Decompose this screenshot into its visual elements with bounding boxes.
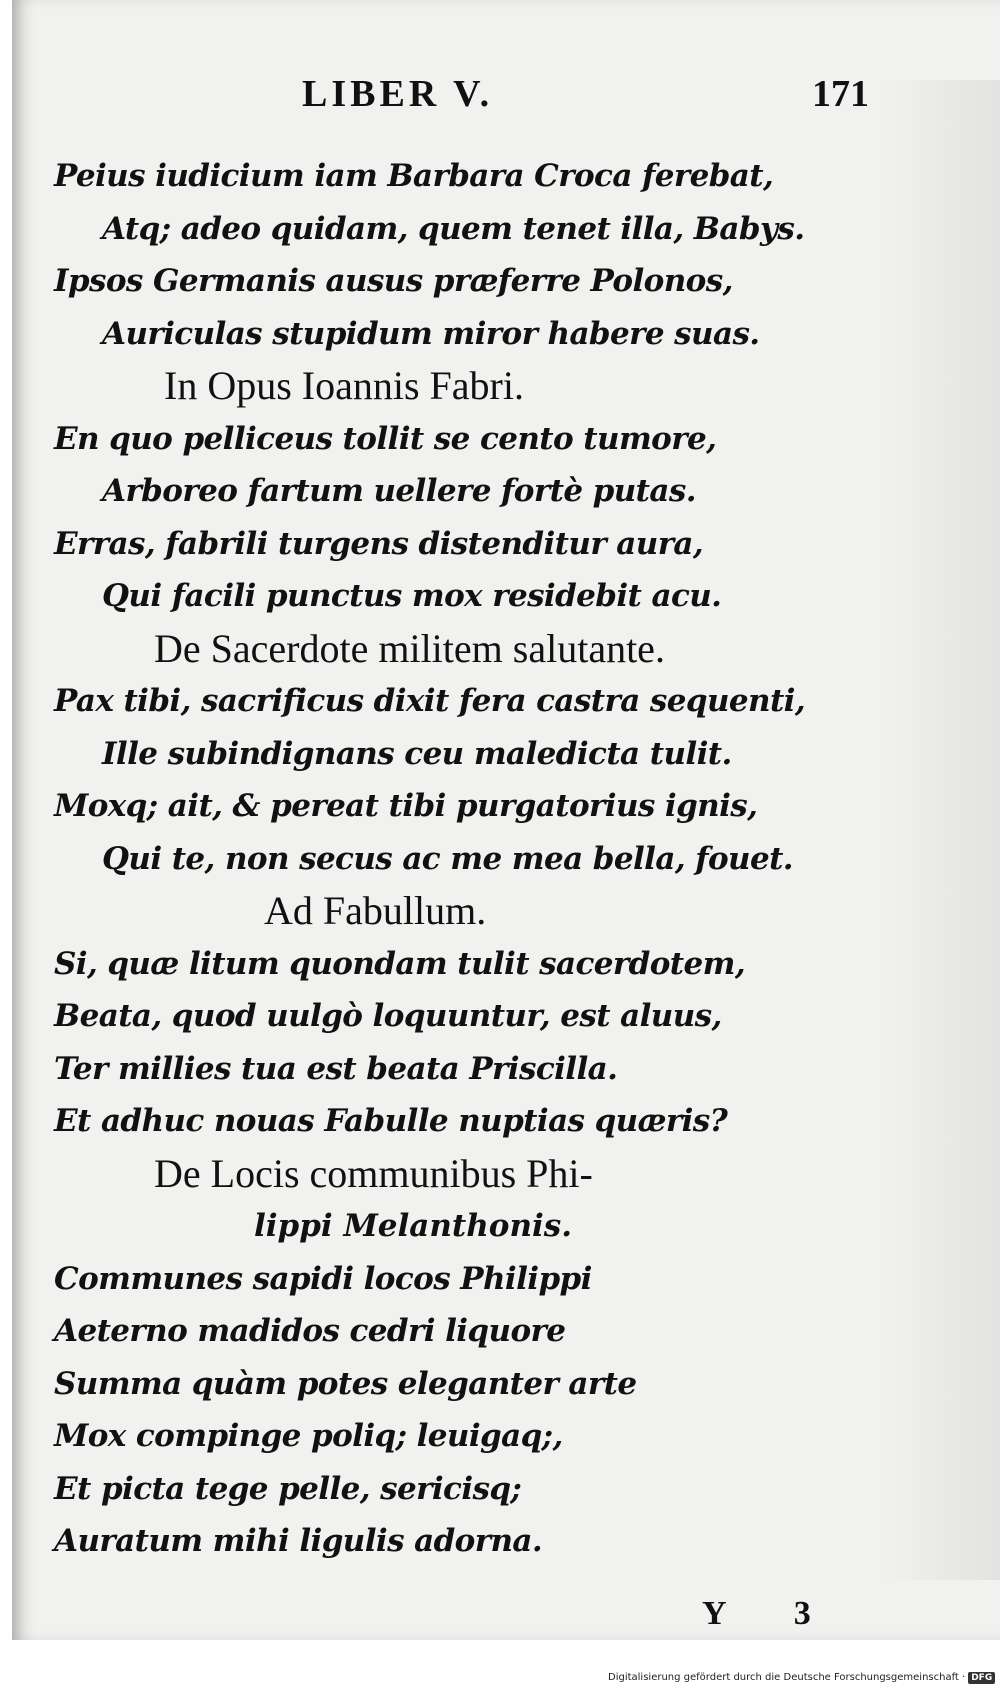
verse-line: Communes sapidi locos Philippi: [54, 1260, 592, 1297]
verse-line: Moxq; ait, & pereat tibi purgatorius ignis,: [54, 788, 758, 824]
verse-line: Peius iudicium iam Barbara Croca ferebat,: [54, 158, 774, 194]
verse-line: Summa quàm potes eleganter arte: [54, 1365, 637, 1402]
verse-line: Atq; adeo quidam, quem tenet illa, Babys.: [102, 210, 805, 247]
verse-line: Auriculas stupidum miror habere suas.: [102, 315, 760, 352]
verse-line: Mox compinge poliq; leuigaq;,: [54, 1418, 563, 1454]
verse-line: Si, quæ litum quondam tulit sacerdotem,: [54, 945, 746, 982]
page-number: 171: [812, 73, 869, 115]
credit-text: Digitalisierung gefördert durch die Deutsche Forschungsgemeinschaft ·: [608, 1672, 966, 1683]
verse-line: Arboreo fartum uellere fortè putas.: [102, 473, 696, 509]
epigram-title: De Sacerdote militem salutante.: [154, 625, 665, 671]
epigram-title-continued: lippi Melanthonis.: [254, 1208, 573, 1244]
verse-line: Ipsos Germanis ausus præferre Polonos,: [54, 263, 733, 299]
verse-line: Ter millies tua est beata Priscilla.: [54, 1050, 618, 1087]
running-head: LIBER V.: [302, 73, 494, 115]
verse-line: Beata, quod uulgò loquuntur, est aluus,: [54, 998, 722, 1034]
epigram-title: Ad Fabullum.: [264, 888, 487, 933]
verse-line: Aeterno madidos cedri liquore: [54, 1313, 566, 1349]
book-page: [12, 0, 1000, 1640]
verse-line: Qui facili punctus mox residebit acu.: [102, 578, 722, 614]
epigram-title: De Locis communibus Phi-: [154, 1150, 593, 1196]
epigram-title: In Opus Ioannis Fabri.: [164, 363, 524, 408]
verse-line: Et adhuc nouas Fabulle nuptias quæris?: [54, 1103, 728, 1139]
verse-line: Erras, fabrili turgens distenditur aura,: [54, 525, 704, 562]
dfg-logo: DFG: [968, 1672, 995, 1684]
page-header: [12, 72, 1000, 122]
verse-line: Ille subindignans ceu maledicta tulit.: [102, 735, 732, 772]
verse-line: Qui te, non secus ac me mea bella, fouet.: [102, 840, 794, 877]
verse-line: Auratum mihi ligulis adorna.: [54, 1523, 543, 1559]
verse-line: Pax tibi, sacrificus dixit fera castra sequenti,: [54, 683, 806, 719]
page-text: [54, 150, 934, 1568]
verse-line: En quo pelliceus tollit se cento tumore,: [54, 420, 717, 457]
digitization-credit: [608, 1672, 995, 1684]
signature-mark: Y 3: [702, 1595, 841, 1632]
verse-line: Et picta tege pelle, sericisq;: [54, 1470, 522, 1507]
